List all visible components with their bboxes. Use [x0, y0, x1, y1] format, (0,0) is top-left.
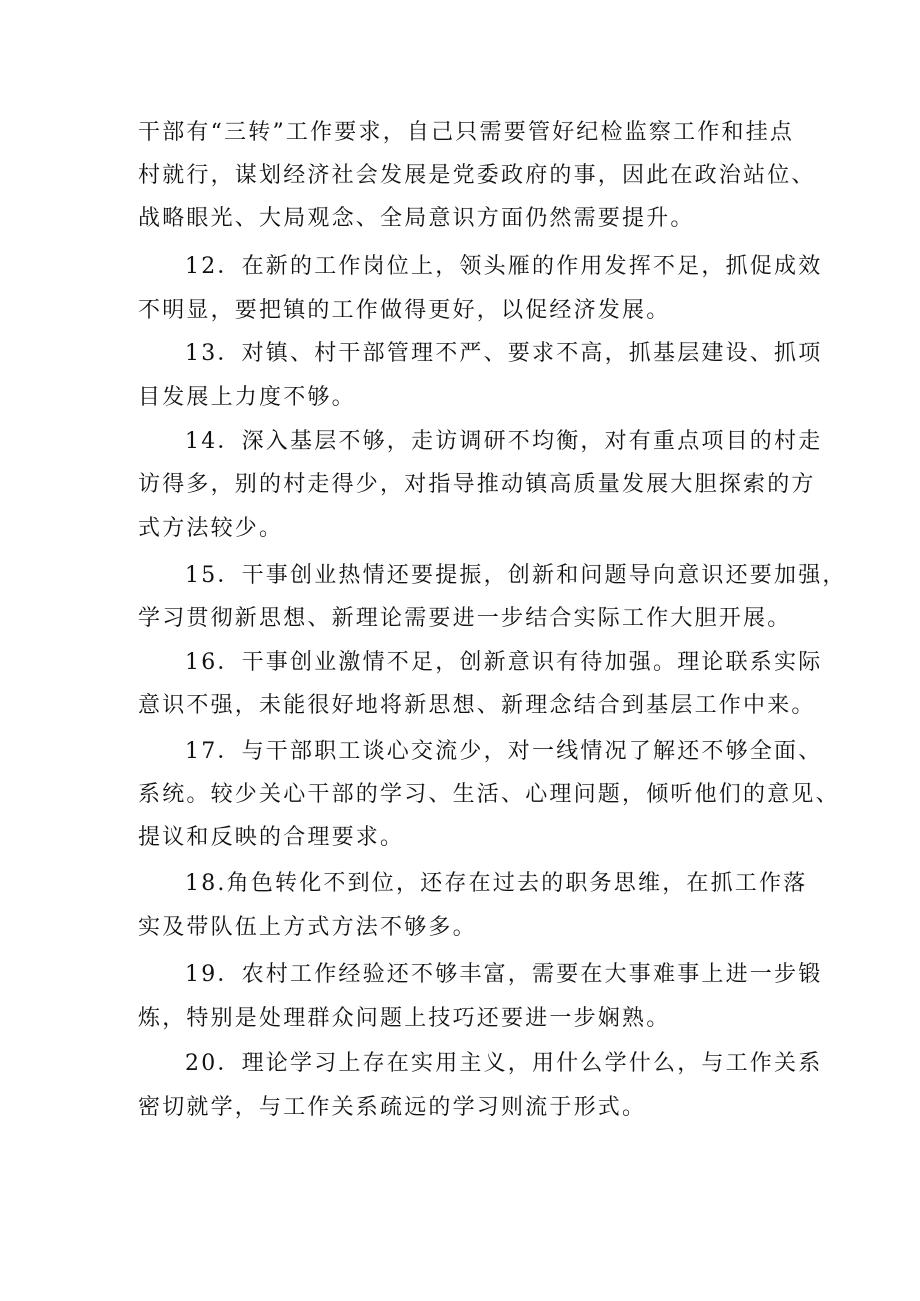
item-12-line-1: 12．在新的工作岗位上，领头雁的作用发挥不足，抓促成效: [185, 254, 823, 279]
item-19-line-1: 19．农村工作经验还不够丰富，需要在大事难事上进一步锻: [185, 962, 823, 987]
item-17-line-1: 17．与干部职工谈心交流少，对一线情况了解还不够全面、: [185, 739, 823, 764]
item-15-line-2: 学习贯彻新思想、新理论需要进一步结合实际工作大胆开展。: [138, 606, 792, 631]
item-19-line-2: 炼，特别是处理群众问题上技巧还要进一步娴熟。: [138, 1006, 671, 1031]
text-line: 干部有“三转”工作要求，自己只需要管好纪检监察工作和挂点: [138, 120, 795, 145]
item-17-line-3: 提议和反映的合理要求。: [138, 825, 405, 850]
item-13-line-2: 目发展上力度不够。: [138, 385, 356, 410]
item-18-line-2: 实及带队伍上方式方法不够多。: [138, 915, 477, 940]
item-12-line-2: 不明显，要把镇的工作做得更好，以促经济发展。: [138, 298, 671, 323]
item-18-line-1: 18.角色转化不到位，还存在过去的职务思维，在抓工作落: [185, 871, 808, 896]
item-13-line-1: 13．对镇、村干部管理不严、要求不高，抓基层建设、抓项: [185, 341, 823, 366]
item-16-line-2: 意识不强，未能很好地将新思想、新理念结合到基层工作中来。: [138, 693, 816, 718]
text-line: 村就行，谋划经济社会发展是党委政府的事，因此在政治站位、: [138, 163, 816, 188]
item-20-line-1: 20．理论学习上存在实用主义，用什么学什么，与工作关系: [185, 1051, 823, 1076]
item-14-line-2: 访得多，别的村走得少，对指导推动镇高质量发展大胆探索的方: [138, 472, 816, 497]
text-line: 战略眼光、大局观念、全局意识方面仍然需要提升。: [138, 206, 695, 231]
item-20-line-2: 密切就学，与工作关系疏远的学习则流于形式。: [138, 1095, 647, 1120]
item-15-line-1: 15．干事创业热情还要提振，创新和问题导向意识还要加强，: [185, 563, 847, 588]
item-16-line-1: 16．干事创业激情不足，创新意识有待加强。理论联系实际: [185, 650, 823, 675]
item-17-line-2: 系统。较少关心干部的学习、生活、心理问题，倾听他们的意见、: [138, 782, 840, 807]
item-14-line-3: 式方法较少。: [138, 516, 284, 541]
item-14-line-1: 14．深入基层不够，走访调研不均衡，对有重点项目的村走: [185, 429, 823, 454]
